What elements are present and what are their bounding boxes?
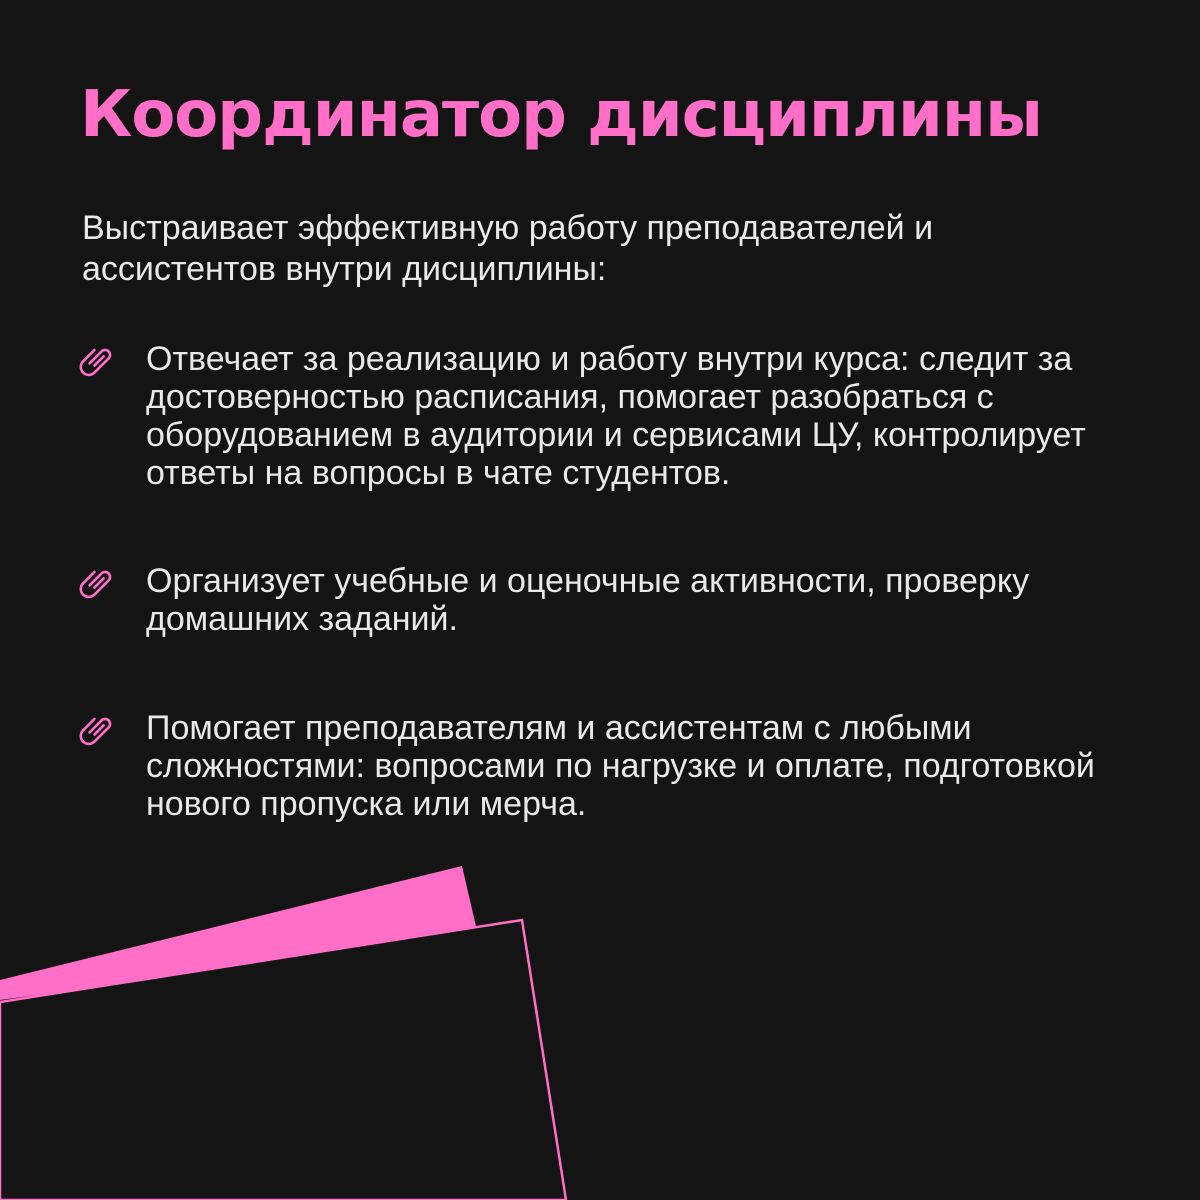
dark-sheet [0, 920, 566, 1200]
bullet-text: Отвечает за реализацию и работу внутри курса: следит за достоверностью расписания, помогает разобраться с оборудованием в аудитории и сервисами ЦУ, контролирует ответы на вопросы в чате студентов. [146, 340, 1086, 492]
page-title: Координатор дисциплины [80, 78, 1042, 152]
list-item [78, 562, 1158, 638]
bullet-list [78, 340, 1158, 893]
list-item [78, 340, 1158, 492]
paperclip-icon [78, 564, 118, 604]
list-item [78, 709, 1158, 823]
intro-text: Выстраивает эффективную работу преподавателей и ассистентов внутри дисциплины: [82, 209, 934, 288]
paperclip-icon [78, 711, 118, 751]
bullet-text: Помогает преподавателям и ассистентам с любыми сложностями: вопросами по нагрузке и оплате, подготовкой нового пропуска или мерча. [146, 709, 1095, 823]
paperclip-icon [78, 342, 118, 382]
bullet-text: Организует учебные и оценочные активности, проверку домашних заданий. [146, 562, 1030, 638]
